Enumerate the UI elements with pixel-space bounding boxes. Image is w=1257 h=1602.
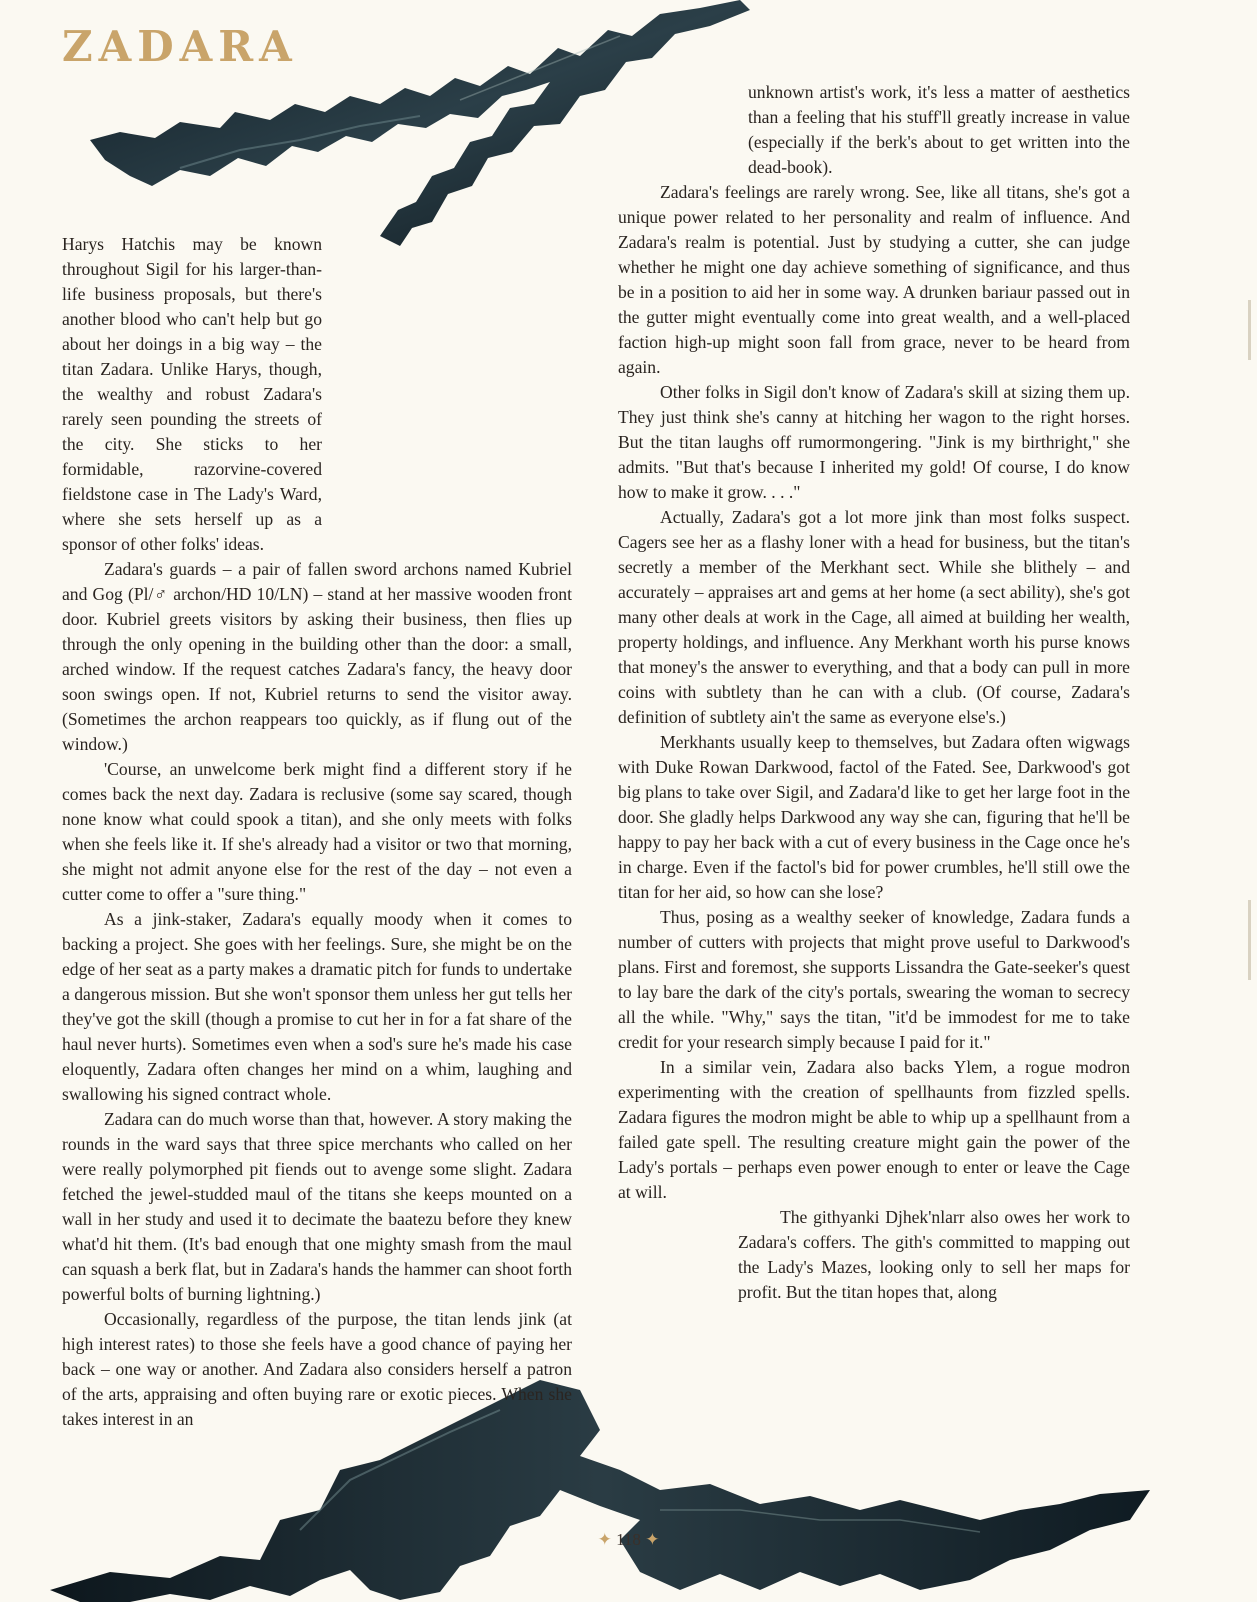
ornament-star-icon: ✦ <box>597 1530 612 1549</box>
paragraph: Zadara's guards – a pair of fallen sword archons named Kubriel and Gog (Pl/♂ archon/HD 10/LN) – stand at her massive wooden front door. Kubriel greets visitors by asking their business, then flies up through the only opening in the building other than the door: a small, arched window. If the request catches Zadara's fancy, the heavy door soon swings open. If not, Kubriel returns to send the visitor away. (Sometimes the archon reappears too quickly, as if flung out of the window.) <box>62 559 572 754</box>
paragraph: Zadara's feelings are rarely wrong. See, like all titans, she's got a unique power related to her personality and realm of influence. And Zadara's realm is potential. Just by studying a cutter, she can judge whether he might one day achieve something of significance, and thus be in a position to aid her in some way. A drunken bariaur passed out in the gutter might eventually come into great wealth, and a well-placed faction high-up might soon fall from grace, never to be heard from again. <box>618 182 1130 377</box>
paragraph: Zadara can do much worse than that, however. A story making the rounds in the ward says that three spice merchants who called on her were really polymorphed pit fiends out to avenge some slight. Zadara fetched the jewel-studded maul of the titans she keeps mounted on a wall in her study and used it to decimate the baatezu before they knew what'd hit them. (It's bad enough that one mighty smash from the maul can squash a berk flat, but in Zadara's hands the hammer can shoot forth powerful bolts of burning lightning.) <box>62 1109 572 1304</box>
paragraph: Merkhants usually keep to themselves, but Zadara often wigwags with Duke Rowan Darkwood, factol of the Fated. See, Darkwood's got big plans to take over Sigil, and Zadara'd like to get her large foot in the door. She gladly helps Darkwood any way she can, figuring that he'll be happy to pay her back with a cut of every business in the Cage once he's in charge. Even if the factol's bid for power crumbles, he'll still owe the titan for her aid, so how can she lose? <box>618 732 1130 902</box>
page-number: 118 <box>616 1530 641 1549</box>
paragraph: unknown artist's work, it's less a matter of aesthetics than a feeling that his stuff'll greatly increase in value (especially if the berk's about to get written into the dead-book). <box>748 82 1130 177</box>
chapter-title: ZADARA <box>62 22 298 71</box>
paragraph: Occasionally, regardless of the purpose, the titan lends jink (at high interest rates) to those she feels have a good chance of paying her back – one way or another. And Zadara also considers herself a patron of the arts, appraising and often buying rare or exotic pieces. When she takes interest in an <box>62 1309 572 1429</box>
ornament-star-icon: ✦ <box>645 1530 660 1549</box>
right-text-column <box>618 80 1130 1305</box>
page-number-footer <box>0 1530 1257 1550</box>
paragraph: The githyanki Djhek'nlarr also owes her work to Zadara's coffers. The gith's committed to mapping out the Lady's Mazes, looking only to sell her maps for profit. But the titan hopes that, along <box>738 1207 1130 1302</box>
left-text-column <box>62 232 572 1432</box>
paragraph: In a similar vein, Zadara also backs Ylem, a rogue modron experimenting with the creation of spellhaunts from fizzled spells. Zadara figures the modron might be able to whip up a spellhaunt from a failed gate spell. The resulting creature might gain the power of the Lady's portals – perhaps even power enough to enter or leave the Cage at will. <box>618 1057 1130 1202</box>
paragraph: Other folks in Sigil don't know of Zadara's skill at sizing them up. They just think she's canny at hitching her wagon to the right horses. But the titan laughs off rumormongering. "Jink is my birthright," she admits. "But that's because I inherited my gold! Of course, I do know how to make it grow. . . ." <box>618 382 1130 502</box>
paragraph: 'Course, an unwelcome berk might find a different story if he comes back the next day. Zadara is reclusive (some say scared, though none know what could spook a titan), and she only meets with folks when she feels like it. If she's already had a visitor or two that morning, she might not admit anyone else for the rest of the day – not even a cutter come to offer a "sure thing." <box>62 759 572 904</box>
paragraph: Thus, posing as a wealthy seeker of knowledge, Zadara funds a number of cutters with projects that might prove useful to Darkwood's plans. First and foremost, she supports Lissandra the Gate-seeker's quest to lay bare the dark of the city's portals, swearing the woman to secrecy all the while. "Why," says the titan, "it'd be immodest for me to take credit for your research simply because I paid for it." <box>618 907 1130 1052</box>
page-edge-mark <box>1248 900 1251 980</box>
paragraph: Actually, Zadara's got a lot more jink than most folks suspect. Cagers see her as a flashy loner with a head for business, but the titan's secretly a member of the Merkhant sect. While she blithely – and accurately – appraises art and gems at her home (a sect ability), she's got many other deals at work in the Cage, all aimed at building her wealth, property holdings, and influence. Any Merkhant worth his purse knows that money's the answer to everything, and that a body can pull in more coins with subtlety than he can with a club. (Of course, Zadara's definition of subtlety ain't the same as everyone else's.) <box>618 507 1130 727</box>
page-edge-mark <box>1248 300 1251 360</box>
paragraph: As a jink-staker, Zadara's equally moody when it comes to backing a project. She goes with her feelings. Sure, she might be on the edge of her seat as a party makes a dramatic pitch for funds to undertake a dangerous mission. But she won't sponsor them unless her gut tells her they've got the skill (though a promise to cut her in for a fat share of the haul never hurts). Sometimes even when a sod's sure he's made his case eloquently, Zadara often changes her mind on a whim, laughing and swallowing his signed contract whole. <box>62 909 573 1104</box>
paragraph: Harys Hatchis may be known throughout Sigil for his larger-than-life business proposals, but there's another blood who can't help but go about her doings in a big way – the titan Zadara. Unlike Harys, though, the wealthy and robust Zadara's rarely seen pounding the streets of the city. She sticks to her formidable, razorvine-covered fieldstone case in The Lady's Ward, where she sets herself up as a sponsor of other folks' ideas. <box>62 234 322 554</box>
